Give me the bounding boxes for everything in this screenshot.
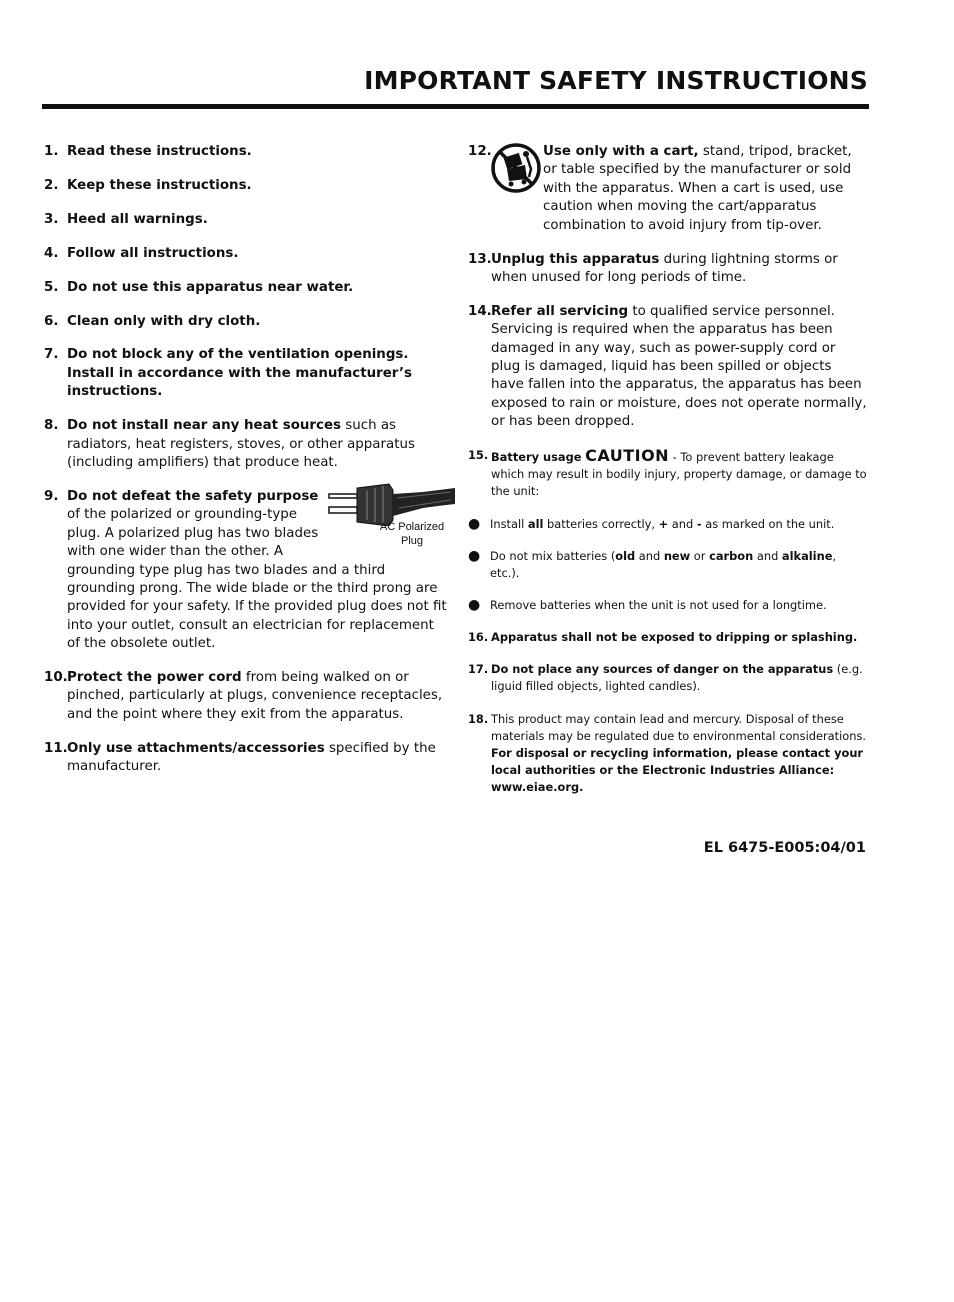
item-text: Keep these instructions. xyxy=(67,177,252,193)
item-number: 11. xyxy=(44,740,68,756)
item-text xyxy=(491,303,868,432)
item-rest: during lightning storms or when unused for long periods of time. xyxy=(491,251,838,285)
instruction-9 xyxy=(44,488,449,654)
text-bold: - xyxy=(696,516,702,531)
item-number: 12. xyxy=(468,144,492,159)
item-bold: Use only with a cart, xyxy=(543,144,699,159)
instruction-12 xyxy=(468,143,868,235)
text-part: Do not mix batteries ( xyxy=(490,548,616,563)
item-rest: of the polarized or grounding-type plug. A polarized plug has two blades with one wider than the other. A grounding type plug has two blades and a third grounding prong. The wide blade or the third prong are provided for your safety. If the provided plug does not fit into your outlet, consult an electrician for replacement of the obsolete outlet. xyxy=(67,507,447,652)
text-bold: alkaline xyxy=(781,548,833,563)
item-number: 9. xyxy=(44,488,59,504)
item-rest: stand, tripod, bracket, or table specified by the manufacturer or sold with the apparatus. When a cart is used, use caution when moving the cart/apparatus combination to avoid injury from tip-over. xyxy=(543,144,852,233)
item-number: 15. xyxy=(468,448,489,463)
item-rest: from being walked on or pinched, particularly at plugs, convenience receptacles, and the point where they exit from the apparatus. xyxy=(67,670,443,722)
item-bold: Do not place any sources of danger on the apparatus xyxy=(491,662,834,677)
item-text xyxy=(67,488,449,654)
item-number: 14. xyxy=(468,303,492,319)
item-number: 8. xyxy=(44,418,59,434)
item-rest: - To prevent battery leakage which may result in bodily injury, property damage, or damage to the unit: xyxy=(491,450,867,499)
item-number: 18. xyxy=(468,711,489,726)
text-part: and xyxy=(753,548,782,563)
right-column xyxy=(468,143,868,811)
bullet-text: Remove batteries when the unit is not used for a longtime. xyxy=(490,597,827,612)
item-number: 3. xyxy=(44,211,59,227)
item-bold: Do not install near any heat sources xyxy=(67,418,342,434)
instruction-1 xyxy=(44,143,449,161)
item-rest: This product may contain lead and mercury. Disposal of these materials may be regulated due to environmental considerations. xyxy=(491,711,867,743)
instruction-2 xyxy=(44,177,449,195)
item-text xyxy=(543,143,868,235)
text-bold: + xyxy=(658,516,669,531)
item-rest: to qualified service personnel. Servicing is required when the apparatus has been damaged in any way, such as power-supply cord or plug is damaged, liquid has been spilled or objects have fallen into the apparatus, the apparatus has been exposed to rain or moisture, does not operate normally, or has been dropped. xyxy=(491,303,867,430)
battery-bullet-1 xyxy=(468,516,868,533)
bullet-icon: ● xyxy=(468,515,481,532)
instruction-16 xyxy=(468,629,868,646)
instruction-3 xyxy=(44,211,449,229)
item-number: 1. xyxy=(44,144,59,159)
text-part: , etc.). xyxy=(490,548,837,580)
item-text: Apparatus shall not be exposed to dripping or splashing. xyxy=(491,629,858,644)
item-text: Read these instructions. xyxy=(67,144,252,159)
item-number: 16. xyxy=(468,629,489,644)
text-part: as marked on the unit. xyxy=(701,516,835,531)
bullet-icon: ● xyxy=(468,596,481,613)
caution-label: CAUTION xyxy=(585,446,670,466)
text-bold: old xyxy=(615,548,636,563)
instruction-10 xyxy=(44,669,449,724)
bullet-text xyxy=(490,516,834,533)
battery-bullet-2 xyxy=(468,548,868,582)
item-number: 2. xyxy=(44,177,59,193)
item-text: Do not block any of the ventilation openings. Install in accordance with the manufacturer’s instructions. xyxy=(67,347,413,400)
instruction-15 xyxy=(468,447,868,500)
text-part: and xyxy=(668,516,697,531)
item-text xyxy=(67,417,449,472)
item-bold: Do not defeat the safety purpose xyxy=(67,488,319,504)
item-text xyxy=(67,669,449,724)
item-text xyxy=(491,711,868,796)
item-text: Do not use this apparatus near water. xyxy=(67,279,354,295)
item-bold: Battery usage xyxy=(491,450,582,465)
item-text: Clean only with dry cloth. xyxy=(67,313,261,329)
instruction-11 xyxy=(44,740,449,777)
item-bold: Only use attachments/accessories xyxy=(67,740,325,756)
title-rule xyxy=(42,104,869,109)
bullet-icon: ● xyxy=(468,547,481,564)
instruction-18 xyxy=(468,711,868,796)
left-column xyxy=(44,143,449,792)
instruction-13 xyxy=(468,251,868,288)
item-text xyxy=(491,661,868,695)
text-part: or xyxy=(690,548,710,563)
instruction-14 xyxy=(468,303,868,432)
cart-tipover-icon xyxy=(491,143,541,193)
item-number: 4. xyxy=(44,245,59,261)
item-bold: Refer all servicing xyxy=(491,303,629,319)
plug-caption: AC Polarized Plug xyxy=(379,520,445,547)
item-number: 6. xyxy=(44,313,59,329)
item-bold: Unplug this apparatus xyxy=(491,251,660,267)
text-bold: all xyxy=(527,516,544,531)
text-part: batteries correctly, xyxy=(543,516,659,531)
instruction-6 xyxy=(44,313,449,331)
instruction-8 xyxy=(44,417,449,472)
item-bold: For disposal or recycling information, please contact your local authorities or the Electronic Industries Alliance: www.eiae.org. xyxy=(491,745,864,794)
battery-bullet-3 xyxy=(468,597,868,614)
item-rest: (e.g. liguid filled objects, lighted candles). xyxy=(491,662,863,694)
item-number: 13. xyxy=(468,251,492,267)
item-number: 17. xyxy=(468,662,489,677)
item-number: 5. xyxy=(44,279,59,295)
item-rest: specified by the manufacturer. xyxy=(67,740,436,775)
text-bold: new xyxy=(663,548,691,563)
instruction-17 xyxy=(468,661,868,695)
item-bold: Protect the power cord xyxy=(67,670,242,686)
item-text xyxy=(491,251,868,288)
document-code: EL 6475-E005:04/01 xyxy=(703,840,866,856)
item-number: 7. xyxy=(44,347,59,363)
plug-illustration xyxy=(327,482,455,552)
item-text: Follow all instructions. xyxy=(67,245,239,261)
instruction-7 xyxy=(44,346,449,401)
instruction-5 xyxy=(44,279,449,297)
text-part: Install xyxy=(490,516,528,531)
bullet-text xyxy=(490,548,868,582)
item-text: Heed all warnings. xyxy=(67,211,208,227)
page-title: IMPORTANT SAFETY INSTRUCTIONS xyxy=(364,66,868,95)
cart-warning-illustration xyxy=(491,143,543,235)
instruction-4 xyxy=(44,245,449,263)
item-rest: such as radiators, heat registers, stoves, or other apparatus (including amplifiers) that produce heat. xyxy=(67,418,415,470)
text-part: and xyxy=(635,548,664,563)
item-text xyxy=(491,447,868,500)
item-number: 10. xyxy=(44,670,68,686)
item-text xyxy=(67,740,449,777)
text-bold: carbon xyxy=(709,548,754,563)
